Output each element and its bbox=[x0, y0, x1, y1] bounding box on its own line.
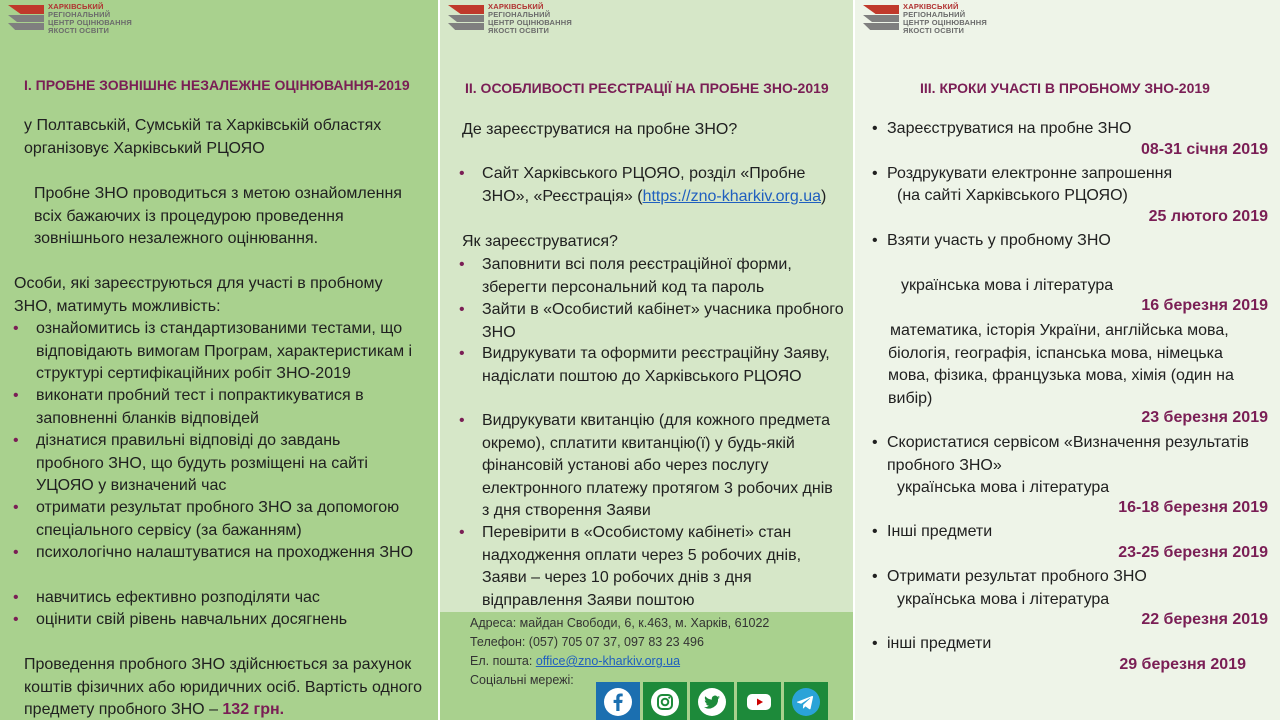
logo-mark-icon bbox=[448, 5, 484, 33]
subject-others: математика, історія України, англійська мова, біологія, географія, іспанська мова, німецька мова, фізика, французька мова, хімія (один на вибір) bbox=[888, 322, 1234, 407]
opportunity-item: • отримати результат пробного ЗНО за допомогою спеціального сервісу (за бажанням) bbox=[8, 497, 418, 542]
date-register: 08-31 січня 2019 bbox=[1140, 141, 1268, 158]
opportunity-item: • виконати пробний тест і попрактикуватися в заповненні бланків відповідей bbox=[8, 385, 418, 430]
rcoyao-logo: ХАРКІВСЬКИЙ РЕГІОНАЛЬНИЙ ЦЕНТР ОЦІНЮВАННЯ ЯКОСТІ ОСВІТИ bbox=[863, 3, 987, 35]
contact-phone: Телефон: (057) 705 07 37, 097 83 23 496 bbox=[470, 635, 704, 649]
opportunity-item: • психологічно налаштуватися на проходження ЗНО bbox=[8, 542, 418, 565]
opportunity-item: • ознайомитись із стандартизованими тестами, що відповідають вимогам Програм, характеристикам і структурі сертифікаційних робіт ЗНО-2019 bbox=[8, 318, 438, 386]
rcoyao-logo: ХАРКІВСЬКИЙ РЕГІОНАЛЬНИЙ ЦЕНТР ОЦІНЮВАННЯ ЯКОСТІ ОСВІТИ bbox=[8, 3, 132, 35]
date-invitation: 25 лютого 2019 bbox=[1148, 208, 1268, 225]
col1-intro: у Полтавській, Сумській та Харківській областях організовує Харківський РЦОЯО bbox=[24, 117, 382, 157]
social-label: Соціальні мережі: bbox=[470, 673, 574, 687]
twitter-icon[interactable] bbox=[690, 682, 734, 720]
opportunity-item: • оцінити свій рівень навчальних досягнень bbox=[8, 609, 418, 632]
date-service-others: 23-25 березня 2019 bbox=[1118, 544, 1268, 561]
col2-site-item: • Сайт Харківського РЦОЯО, розділ «Пробне ЗНО», «Реєстрація» (https://zno-kharkiv.org.ua) bbox=[454, 163, 844, 208]
panel-participation-steps bbox=[855, 0, 1280, 720]
col1-purpose: Пробне ЗНО проводиться з метою ознайомлення всіх бажаючих із процедурою проведення зовнішнього незалежного оцінювання. bbox=[34, 185, 402, 247]
youtube-icon[interactable] bbox=[737, 682, 781, 720]
date-result-others: 29 березня 2019 bbox=[1119, 656, 1246, 673]
service-ukrainian: українська мова і література bbox=[897, 479, 1110, 496]
logo-mark-icon bbox=[8, 5, 44, 33]
step-results-service: • Скористатися сервісом «Визначення результатів пробного ЗНО» bbox=[859, 432, 1279, 477]
date-service-ukrainian: 16-18 березня 2019 bbox=[1118, 499, 1268, 516]
contact-address: Адреса: майдан Свободи, 6, к.463, м. Харків, 61022 bbox=[470, 616, 770, 630]
step-other-results: • інші предмети bbox=[859, 633, 1274, 656]
step-print-invitation: • Роздрукувати електронне запрошення bbox=[859, 163, 1274, 186]
facebook-icon[interactable] bbox=[596, 682, 640, 720]
step-take-exam: • Взяти участь у пробному ЗНО bbox=[859, 230, 1274, 253]
date-exam-ukrainian: 16 березня 2019 bbox=[1141, 297, 1268, 314]
step-other-subjects: • Інші предмети bbox=[859, 521, 1274, 544]
step-get-result: • Отримати результат пробного ЗНО bbox=[859, 566, 1274, 589]
col2-how-question: Як зареєструватися? bbox=[462, 233, 618, 250]
registration-step: • Зайти в «Особистий кабінет» учасника пробного ЗНО bbox=[454, 299, 844, 344]
panel-registration bbox=[440, 0, 853, 720]
panel-trial-exam bbox=[0, 0, 438, 720]
col1-title: І. ПРОБНЕ ЗОВНІШНЄ НЕЗАЛЕЖНЕ ОЦІНЮВАННЯ-2019 bbox=[24, 77, 410, 93]
step-register: • Зареєструватися на пробне ЗНО bbox=[859, 118, 1274, 141]
result-ukrainian: українська мова і література bbox=[897, 591, 1110, 608]
price-value: 132 грн. bbox=[222, 701, 285, 718]
opportunity-item: • навчитись ефективно розподіляти час bbox=[8, 587, 418, 610]
step-print-invitation-note: (на сайті Харківського РЦОЯО) bbox=[897, 187, 1128, 204]
subject-ukrainian: українська мова і література bbox=[901, 277, 1114, 294]
instagram-icon[interactable] bbox=[643, 682, 687, 720]
rcoyao-logo: ХАРКІВСЬКИЙ РЕГІОНАЛЬНИЙ ЦЕНТР ОЦІНЮВАННЯ ЯКОСТІ ОСВІТИ bbox=[448, 3, 572, 35]
registration-step: • Заповнити всі поля реєстраційної форми, зберегти персональний код та пароль bbox=[454, 254, 844, 299]
date-result-ukrainian: 22 березня 2019 bbox=[1141, 611, 1268, 628]
telegram-icon[interactable] bbox=[784, 682, 828, 720]
opportunity-item: • дізнатися правильні відповіді до завдань пробного ЗНО, що будуть розміщені на сайті УЦОЯО у визначений час bbox=[8, 430, 408, 498]
email-link[interactable]: office@zno-kharkiv.org.ua bbox=[535, 654, 681, 668]
logo-mark-icon bbox=[863, 5, 899, 33]
contact-email: Ел. пошта: office@zno-kharkiv.org.ua bbox=[470, 654, 681, 668]
social-icons bbox=[596, 682, 828, 720]
site-link[interactable]: https://zno-kharkiv.org.ua bbox=[642, 187, 822, 205]
registration-step: • Видрукувати та оформити реєстраційну Заяву, надіслати поштою до Харківського РЦОЯО bbox=[454, 343, 844, 388]
col2-where-question: Де зареєструватися на пробне ЗНО? bbox=[462, 121, 738, 138]
registration-step: • Перевірити в «Особистому кабінеті» стан надходження оплати через 5 робочих днів, Заяви – через 10 робочих днів з дня відправлення Заяви поштою bbox=[454, 522, 844, 612]
contacts-footer bbox=[440, 612, 853, 720]
date-exam-others: 23 березня 2019 bbox=[1141, 409, 1268, 426]
col1-opportunities-heading: Особи, які зареєструються для участі в пробному ЗНО, матимуть можливість: bbox=[14, 275, 383, 315]
col3-title: ІІІ. КРОКИ УЧАСТІ В ПРОБНОМУ ЗНО-2019 bbox=[920, 80, 1210, 96]
registration-step: • Видрукувати квитанцію (для кожного предмета окремо), сплатити квитанцію(ї) у будь-якій фінансовій установі або через послугу електронного платежу протягом 3 робочих днів з дня створення Заяви bbox=[454, 410, 844, 523]
col2-title: ІІ. ОСОБЛИВОСТІ РЕЄСТРАЦІЇ НА ПРОБНЕ ЗНО-2019 bbox=[465, 80, 829, 96]
col1-funding: Проведення пробного ЗНО здійснюється за рахунок коштів фізичних або юридичних осіб. Вартість одного предмету пробного ЗНО – 132 грн. bbox=[24, 656, 422, 718]
